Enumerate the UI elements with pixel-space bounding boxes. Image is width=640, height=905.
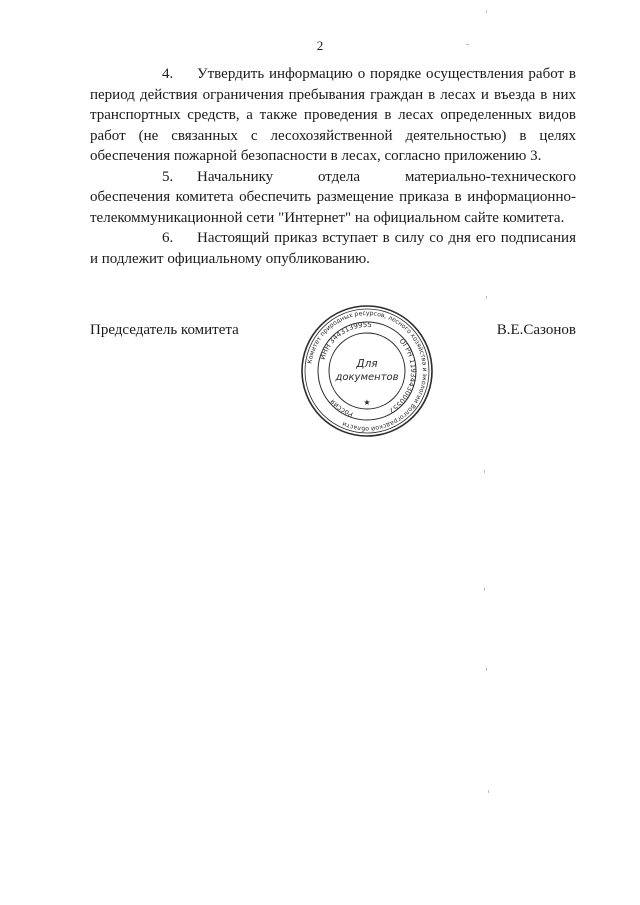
scan-speck [484,588,485,591]
paragraph-text: Начальнику отдела материально-технического обеспечения комитета обеспечить размещение приказа в информационно-телекоммуникационной сети "Интернет" на официальном сайте комитета. [90,168,576,226]
scan-speck [484,470,485,473]
scan-speck [486,668,487,671]
paragraph-6 [90,228,576,269]
seal-country-text: Россия [328,397,355,419]
paragraph-number: 5. [162,168,174,185]
paragraph-number: 4. [162,66,174,82]
seal-ogrn-text: ОГРН 1193443000557 [387,337,418,415]
official-seal [299,303,435,439]
seal-ring-text: Комитет природных ресурсов, лесного хозяйства и экологии Волгоградской области [306,309,429,433]
paragraph-text: Настоящий приказ вступает в силу со дня его подписания и подлежит официальному опубликованию. [90,230,576,267]
seal-star-icon: ★ [363,398,371,407]
scan-speck [486,296,487,299]
paragraph-4 [90,64,576,167]
scan-speck [486,10,487,13]
seal-center-text-2: документов [335,372,399,383]
seal-center-text-1: Для [356,358,378,370]
scan-speck [488,790,489,793]
paragraph-5 [90,167,576,229]
signatory-name: В.Е.Сазонов [496,322,576,338]
document-body [90,64,576,269]
page-number: 2 [316,38,324,53]
paragraph-number: 6. [162,230,174,246]
signatory-position: Председатель комитета [90,322,239,338]
seal-inn-text: ИНН 3443139955 [318,320,373,361]
paragraph-text: Утвердить информацию о порядке осуществления работ в период действия ограничения пребывания граждан в лесах и въезда в них транспортных средств, а также проведения в лесах определенных видов работ (не связанных с лесохозяйственной деятельностью) в целях обеспечения пожарной безопасности в лесах, согласно приложению 3. [90,66,576,164]
scan-speck [466,44,469,45]
